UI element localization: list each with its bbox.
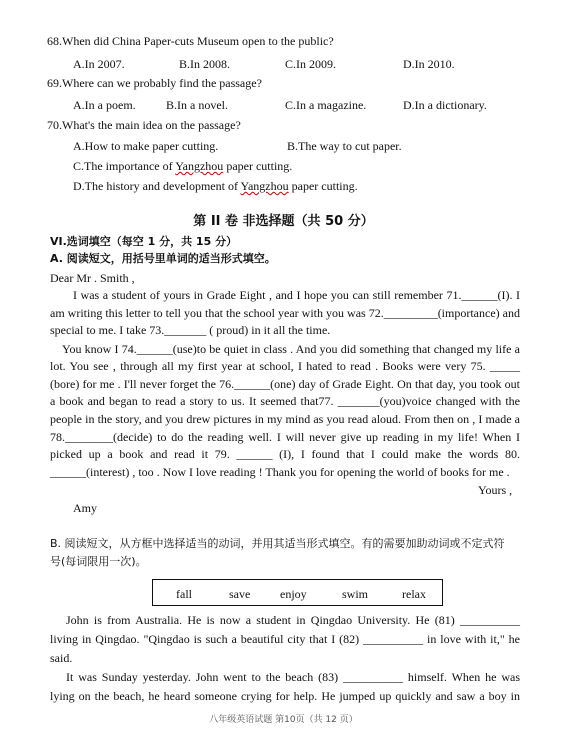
part-b-heading-line1: B. 阅读短文，从方框中选择适当的动词，并用其适当形式填空。有的需要加助动词或不定式符: [50, 537, 505, 550]
section-title: 第 II 卷 非选择题（共 50 分）: [193, 214, 374, 229]
part6-heading: VI.选词填空（每空 1 分，共 15 分）: [50, 235, 238, 248]
spellcheck-word: Yangzhou: [175, 159, 224, 173]
passage-b-line: It was Sunday yesterday. John went to the beach (83) __________ himself. When he was: [66, 670, 520, 684]
passage-b-line: lying on the beach, he heard someone crying for help. He jumped up quickly and saw a boy in: [50, 689, 520, 703]
letter-line: You know I 74.______(use)to be quiet in class . And you did something that changed my life a: [62, 342, 520, 356]
passage-b-line: said.: [50, 651, 73, 665]
letter-line: am writing this letter to tell you that the school year with you was 72._________(importance) and: [50, 306, 520, 320]
q70-option-a: A.How to make paper cutting.: [73, 139, 219, 153]
word-box-item: fall: [176, 587, 192, 601]
q69-option-a: A.In a poem.: [73, 98, 136, 112]
word-box-item: save: [229, 587, 251, 601]
passage-b-line: living in Qingdao. "Qingdao is such a beautiful city that I (82) __________ in love with it," he: [50, 632, 520, 646]
word-box-item: relax: [402, 587, 426, 601]
part-b-heading-line2: 号(每词限用一次)。: [50, 555, 147, 568]
q68-option-d: D.In 2010.: [403, 57, 455, 71]
letter-line: picked up a book and read it 79. ______ (I), I found that I could make the words 80.: [50, 447, 520, 461]
page-footer: 八年级英语试题 第10页（共 12 页）: [209, 715, 358, 725]
q68-option-b: B.In 2008.: [179, 57, 230, 71]
q68-option-c: C.In 2009.: [285, 57, 336, 71]
q70-option-d: D.The history and development of Yangzhou paper cutting.: [73, 179, 358, 193]
letter-salutation: Dear Mr . Smith ,: [50, 271, 135, 285]
q68-stem: 68.When did China Paper-cuts Museum open to the public?: [47, 34, 334, 48]
q68-option-a: A.In 2007.: [73, 57, 125, 71]
letter-line: a book and began to read a story to us. It seemed that77. _______(you)voice changed with the: [50, 394, 520, 408]
letter-line: people in the story, and you drew pictures in my mind as you read aloud. From then on , I made a: [50, 412, 520, 426]
q69-option-d: D.In a dictionary.: [403, 98, 487, 112]
word-box: [152, 579, 443, 606]
passage-b-line: John is from Australia. He is now a student in Qingdao University. He (81) __________: [66, 613, 520, 627]
letter-closing: Yours ,: [478, 483, 513, 497]
word-box-item: enjoy: [280, 587, 307, 601]
spellcheck-word: Yangzhou: [240, 179, 289, 193]
q69-option-c: C.In a magazine.: [285, 98, 367, 112]
letter-line: (bore) for me . I'll never forget the 76.______(one) day of Grade Eight. On that day, you took out: [50, 377, 520, 391]
letter-line: lot. You see , through all my first year at school, I hated to read . Books were very 75. _____: [50, 359, 520, 373]
q69-option-b: B.In a novel.: [166, 98, 228, 112]
q70-option-c: C.The importance of Yangzhou paper cutting.: [73, 159, 293, 173]
letter-line: ______(interest) , too . Now I love reading ! Thank you for opening the world of books for me .: [50, 465, 510, 479]
q70-stem: 70.What's the main idea on the passage?: [47, 118, 241, 132]
letter-line: I was a student of yours in Grade Eight , and I hope you can still remember 71.______(I). I: [73, 288, 520, 302]
part-a-heading: A. 阅读短文，用括号里单词的适当形式填空。: [50, 252, 276, 265]
q69-stem: 69.Where can we probably find the passage?: [47, 76, 262, 90]
letter-line: 78.________(decide) to do the reading well. I will never give up reading in my life! When I: [50, 430, 520, 444]
letter-signature: Amy: [73, 501, 97, 515]
q70-option-b: B.The way to cut paper.: [287, 139, 402, 153]
word-box-item: swim: [342, 587, 369, 601]
letter-line: special to me. I take 73._______ ( proud) in it all the time.: [50, 323, 331, 337]
